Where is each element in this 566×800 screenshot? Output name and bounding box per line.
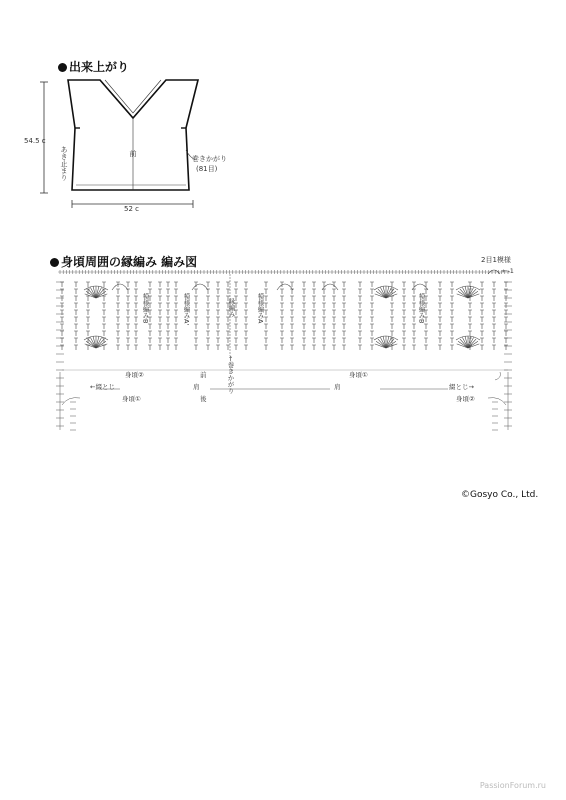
chart-title: 身頃周囲の縁編み 編み図 [50,253,197,270]
pattern-b-right: 模様編みB [417,293,426,324]
seam-left: ←綴とじ [90,383,115,391]
repeat-label: 2目1模様 [481,256,511,264]
pattern-b-left: 模様編みB [141,293,150,324]
pattern-a-prime: 模様編みA' [182,293,191,326]
copyright: ©Gosyo Co., Ltd. [461,490,539,500]
pattern-c: 縁編み [227,298,236,318]
watermark: PassionForum.ru [479,781,546,790]
height-dimension: 54.5 c [24,137,46,145]
bodice-left: 肩 [193,383,200,391]
body2-bottom-right: 身頃② [456,395,475,403]
marker-minus1: ←-1 [502,267,514,275]
width-dimension: 52 c [124,205,139,213]
opening-end-label: あき止まり [60,146,68,181]
front-label: 前 [129,150,137,157]
edge-stitch-label: 巻きかがり [192,155,227,163]
finished-title: 出来上がり [58,58,129,75]
edge-rows-label: (81目) [196,165,218,173]
back-label: 後 [200,395,207,403]
bodice-right: 肩 [334,383,341,391]
pattern-a: 模様編みA [256,293,265,324]
body1-bottom-left: 身頃① [122,395,141,403]
body1-top-right: 身頃① [349,371,368,379]
seam-right: 綴とじ→ [449,383,474,391]
body2-top-left: 身頃② [125,371,144,379]
front-top-left: 前 [200,371,207,379]
center-stitch-label: ←巻きかがり [226,356,235,394]
